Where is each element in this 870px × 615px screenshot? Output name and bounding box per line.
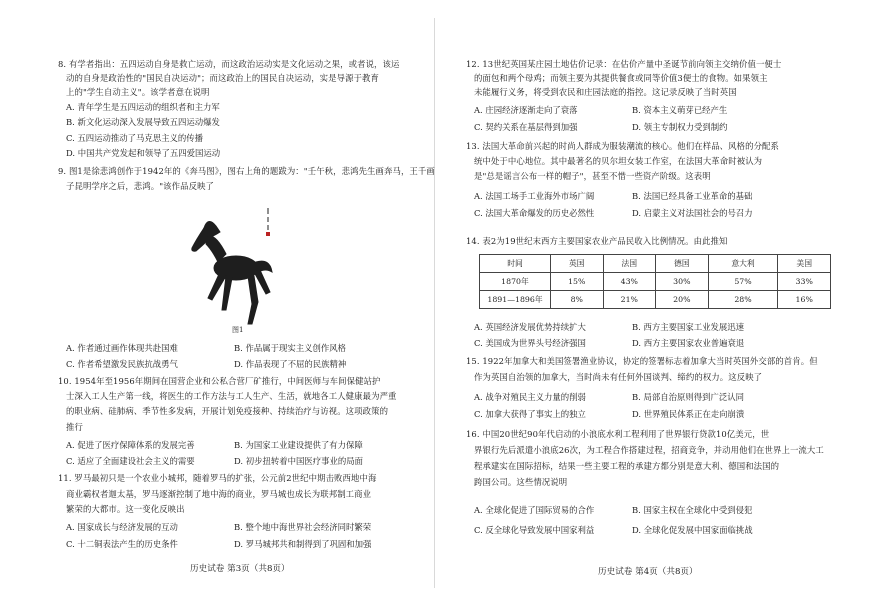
q14-stem-line: 14. 表2为19世纪末西方主要国家农业产品民收入比例情况。由此推知 bbox=[466, 236, 728, 246]
q9-option-a[interactable]: A. 作者通过画作体现共赴国难 bbox=[66, 343, 178, 353]
page-footer-right: 历史试卷 第4页（共8页） bbox=[598, 567, 698, 577]
table-cell: 33% bbox=[778, 273, 831, 291]
q11-option-a[interactable]: A. 国家成长与经济发展的互动 bbox=[66, 522, 178, 532]
q9-option-d[interactable]: D. 作品表现了不屈的民族精神 bbox=[234, 359, 347, 369]
q11-stem-line-1: 11. 罗马最初只是一个农业小城邦，随着罗马的扩张，公元前2世纪中期击败西地中海 bbox=[58, 473, 377, 483]
q15-option-b[interactable]: B. 局部自治原则得到广泛认同 bbox=[632, 392, 744, 402]
table-cell: 20% bbox=[656, 291, 709, 309]
q16-stem-line-4: 跨国公司。这些情况说明 bbox=[474, 477, 568, 487]
q12-stem-line-3: 未能履行义务，将受到农民和庄园法庭的指控。这记录反映了当时英国 bbox=[474, 87, 737, 97]
q16-option-c[interactable]: C. 反全球化导致发展中国家利益 bbox=[474, 525, 595, 535]
q16-stem-line-3: 程承建实在国际招标，结果一些主要工程的承建方都分别是意大利、德国和法国的 bbox=[474, 461, 780, 471]
q16-stem-line-2: 界银行先后派遣小浪底26次，为工程合作搭建过程，招商竞争，并动用他们在世界上一流大工 bbox=[474, 445, 824, 455]
q12-stem-line-2: 的面包和两个母鸡；而领主要为其提供餐食或同等价值3便士的食物。如果领主 bbox=[474, 73, 768, 83]
table-header-france: 法国 bbox=[603, 255, 656, 273]
table-header-germany: 德国 bbox=[656, 255, 709, 273]
table-row bbox=[480, 291, 831, 309]
q12-stem-line-1: 12. 13世纪英国某庄园土地估价记录：在估价产量中圣诞节前向领主交纳价值一便士 bbox=[466, 59, 782, 69]
q9-option-b[interactable]: B. 作品属于现实主义创作风格 bbox=[234, 343, 346, 353]
q9-stem-line-1: 9. 图1是徐悲鸿创作于1942年的《奔马图》，图右上角的题跋为："壬午秋，悲鸿先生画奔马，王千画 bbox=[58, 166, 435, 176]
q10-option-a[interactable]: A. 促进了医疗保障体系的发展完善 bbox=[66, 440, 195, 450]
q11-option-c[interactable]: C. 十二铜表法产生的历史条件 bbox=[66, 539, 178, 549]
q16-option-a[interactable]: A. 全球化促进了国际贸易的合作 bbox=[474, 505, 595, 515]
table-cell: 1870年 bbox=[480, 273, 551, 291]
table-header-row bbox=[480, 255, 831, 273]
q13-stem-line-1: 13. 法国大革命前兴起的时尚人群成为服装潮流的核心。他们在样品、风格的分配系 bbox=[466, 141, 780, 151]
q8-option-d[interactable]: D. 中国共产党发起和领导了五四爱国运动 bbox=[66, 148, 221, 158]
q8-option-c[interactable]: C. 五四运动推动了马克思主义的传播 bbox=[66, 133, 204, 143]
q12-option-a[interactable]: A. 庄园经济逐渐走向了衰落 bbox=[474, 105, 578, 115]
q10-stem-line-4: 推行 bbox=[66, 422, 83, 432]
q15-option-d[interactable]: D. 世界殖民体系正在走向崩溃 bbox=[632, 409, 745, 419]
farm-income-table bbox=[479, 254, 831, 309]
q10-stem-line-1: 10. 1954年至1956年期间在国营企业和公私合营厂矿推行，中间医师与车间保健站护 bbox=[58, 376, 381, 386]
table-cell: 16% bbox=[778, 291, 831, 309]
table-cell: 57% bbox=[708, 273, 778, 291]
q14-option-a[interactable]: A. 英国经济发展优势持续扩大 bbox=[474, 322, 586, 332]
q12-option-d[interactable]: D. 领主专制权力受到制约 bbox=[632, 122, 728, 132]
q8-stem-line-2: 动的自身是政治性的"国民自决运动"；而这政治上的国民自决运动，实是导源于教育 bbox=[66, 73, 380, 83]
q10-stem-line-2: 士深入工人生产第一线，将医生的工作方法与工人生产、生活，就地各工人健康最为严重 bbox=[66, 391, 397, 401]
q16-option-b[interactable]: B. 国家主权在全球化中受到侵犯 bbox=[632, 505, 753, 515]
table-header-italy: 意大利 bbox=[708, 255, 778, 273]
table-header-usa: 美国 bbox=[778, 255, 831, 273]
q13-option-d[interactable]: D. 启蒙主义对法国社会的号召力 bbox=[632, 208, 753, 218]
q16-stem-line-1: 16. 中国20世纪90年代启动的小浪底水利工程利用了世界银行贷款10亿美元，世 bbox=[466, 429, 770, 439]
q10-option-c[interactable]: C. 适应了全面建设社会主义的需要 bbox=[66, 456, 195, 466]
table-cell: 21% bbox=[603, 291, 656, 309]
q11-stem-line-3: 繁荣的大都市。这一变化反映出 bbox=[66, 504, 185, 514]
table-cell: 1891—1896年 bbox=[480, 291, 551, 309]
q8-option-a[interactable]: A. 青年学生是五四运动的组织者和主力军 bbox=[66, 102, 220, 112]
q14-option-c[interactable]: C. 美国成为世界头号经济强国 bbox=[474, 338, 586, 348]
q14-option-b[interactable]: B. 西方主要国家工业发展迅速 bbox=[632, 322, 744, 332]
q15-stem-line-1: 15. 1922年加拿大和美国签署渔业协议，协定的签署标志着加拿大当时英国外交部的首肯。但 bbox=[466, 356, 818, 366]
table-header-britain: 英国 bbox=[551, 255, 604, 273]
q11-option-b[interactable]: B. 整个地中海世界社会经济同时繁荣 bbox=[234, 522, 372, 532]
q11-option-d[interactable]: D. 罗马城邦共和制得到了巩固和加强 bbox=[234, 539, 372, 549]
q13-option-a[interactable]: A. 法国工场手工业海外市场广阔 bbox=[474, 191, 595, 201]
q16-option-d[interactable]: D. 全球化促发展中国家面临挑战 bbox=[632, 525, 753, 535]
q15-option-c[interactable]: C. 加拿大获得了事实上的独立 bbox=[474, 409, 586, 419]
q13-option-c[interactable]: C. 法国大革命爆发的历史必然性 bbox=[474, 208, 595, 218]
q8-stem-line-1: 8. 有学者指出：五四运动自身是救亡运动，而这政治运动实是文化运动之果，或者说，该运 bbox=[58, 59, 400, 69]
table-cell: 28% bbox=[708, 291, 778, 309]
q11-stem-line-2: 商业霸权者迦太基，罗马逐渐控制了地中海的商业，罗马城也成长为联邦制工商业 bbox=[66, 489, 372, 499]
table-cell: 30% bbox=[656, 273, 709, 291]
figure-caption: 图1 bbox=[232, 326, 244, 334]
table-row bbox=[480, 273, 831, 291]
table-cell: 43% bbox=[603, 273, 656, 291]
q12-option-c[interactable]: C. 契约关系在基层得到加强 bbox=[474, 122, 578, 132]
q10-option-d[interactable]: D. 初步扭转着中国医疗事业的局面 bbox=[234, 456, 363, 466]
table-header-time: 时间 bbox=[480, 255, 551, 273]
q9-stem-line-2: 子昆明学序之后，悲鸿。"该作品反映了 bbox=[66, 181, 215, 191]
q10-stem-line-3: 的职业病、硅肺病、季节性多发病，开展计划免疫接种、持续治疗与访视。这项政策的 bbox=[66, 406, 389, 416]
q9-option-c[interactable]: C. 作者希望激发民族抗战勇气 bbox=[66, 359, 178, 369]
galloping-horse-painting bbox=[186, 206, 276, 336]
q13-option-b[interactable]: B. 法国已经具备工业革命的基础 bbox=[632, 191, 753, 201]
page-footer-left: 历史试卷 第3页（共8页） bbox=[190, 564, 290, 574]
table-cell: 15% bbox=[551, 273, 604, 291]
table-cell: 8% bbox=[551, 291, 604, 309]
q15-option-a[interactable]: A. 战争对殖民主义力量的削弱 bbox=[474, 392, 586, 402]
q14-option-d[interactable]: D. 西方主要国家农业普遍衰退 bbox=[632, 338, 745, 348]
q10-option-b[interactable]: B. 为国家工业建设提供了有力保障 bbox=[234, 440, 363, 450]
q12-option-b[interactable]: B. 资本主义萌芽已经产生 bbox=[632, 105, 728, 115]
q8-option-b[interactable]: B. 新文化运动深入发展导致五四运动爆发 bbox=[66, 117, 220, 127]
q13-stem-line-2: 统中处于中心地位。其中最著名的贝尔坦女装工作室，在法国大革命时被认为 bbox=[474, 156, 763, 166]
q15-stem-line-2: 作为英国自治领的加拿大，当时尚未有任何外国谈判、缔约的权力。这反映了 bbox=[474, 372, 763, 382]
q8-stem-line-3: 上的"学生自动主义"。该学者意在说明 bbox=[66, 87, 210, 97]
q13-stem-line-3: 是"总是谣言公布一样的帽子"，甚至不惜一些资产阶级。这表明 bbox=[474, 171, 711, 181]
